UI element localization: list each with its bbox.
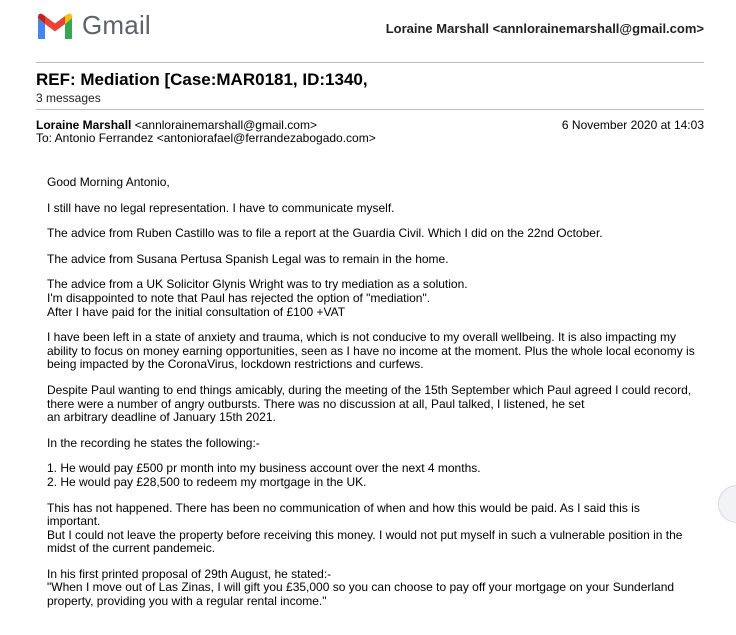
body-line: Good Morning Antonio, — [47, 175, 170, 189]
gmail-m-icon — [36, 11, 74, 41]
print-header — [36, 10, 704, 46]
message-body — [47, 176, 707, 621]
sender-email: <annlorainemarshall@gmail.com> — [134, 118, 317, 132]
body-line: 1. He would pay £500 pr month into my business account over the next 4 months. — [47, 461, 481, 476]
side-panel-button[interactable] — [718, 485, 736, 523]
body-line: This has not happened. There has been no communication of when and how this would be paid. As I said this is — [47, 500, 640, 515]
body-line: important. — [47, 514, 101, 529]
sender-name: Loraine Marshall — [36, 118, 132, 132]
body-paragraph — [47, 384, 707, 425]
message-count: 3 messages — [36, 91, 101, 105]
body-line: The advice from Susana Pertusa Spanish Legal was to remain in the home. — [47, 251, 449, 266]
body-paragraph — [47, 202, 707, 216]
body-line: In the recording he states the following:- — [47, 435, 260, 450]
body-line: The advice from a UK Solicitor Glynis Wright was to try mediation as a solution. — [47, 277, 468, 292]
body-paragraph — [47, 437, 707, 451]
body-paragraph — [47, 227, 707, 241]
body-paragraph — [47, 568, 707, 609]
body-paragraph — [47, 253, 707, 267]
body-paragraph — [47, 176, 707, 190]
message-date: 6 November 2020 at 14:03 — [561, 118, 704, 132]
body-paragraph — [47, 331, 707, 372]
body-line: In his first printed proposal of 29th August, he stated:- — [47, 566, 332, 581]
gmail-logo — [36, 10, 151, 41]
subject-divider — [36, 109, 704, 110]
body-line: 2. He would pay £28,500 to redeem my mortgage in the UK. — [47, 474, 367, 489]
body-line: there were a number of angry outbursts. There was no discussion at all, Paul talked, I listened, he set — [47, 396, 585, 411]
body-line: Despite Paul wanting to end things amicably, during the meeting of the 15th September which Paul agreed I could record, — [47, 382, 692, 397]
body-line: being impacted by the CoronaVirus, lockdown restrictions and curfews. — [47, 357, 424, 372]
body-paragraph — [47, 502, 707, 556]
thread-subject: REF: Mediation [Case:MAR0181, ID:1340, — [36, 70, 368, 89]
body-line: I still have no legal representation. I have to communicate myself. — [47, 200, 395, 215]
body-line: ability to focus on money earning opportunities, seen as I have no income at the moment. Plus the whole local economy is — [47, 343, 695, 358]
body-line: property, providing you with a regular rental income." — [47, 594, 327, 609]
body-line: After I have paid for the initial consultation of £100 +VAT — [47, 304, 346, 319]
body-line: But I could not leave the property before receiving this money. I would not put myself in such a vulnerable position in the — [47, 527, 683, 542]
sender-line — [36, 118, 704, 132]
body-line: "When I move out of Las Zinas, I will gift you £35,000 so you can choose to pay off your mortgage on your Sunderland — [47, 580, 675, 595]
body-line: an arbitrary deadline of January 15th 2021. — [47, 410, 276, 425]
gmail-wordmark: Gmail — [82, 10, 151, 40]
body-paragraph — [47, 278, 707, 319]
body-line: The advice from Ruben Castillo was to file a report at the Guardia Civil. Which I did on the 22nd October. — [47, 226, 603, 241]
account-label: Loraine Marshall <annlorainemarshall@gmail.com> — [385, 21, 704, 36]
body-paragraph — [47, 462, 707, 489]
body-line: midst of the current pandemeic. — [47, 541, 216, 556]
recipient-line: To: Antonio Ferrandez <antoniorafael@ferrandezabogado.com> — [36, 131, 376, 145]
body-line: I have been left in a state of anxiety and trauma, which is not conducive to my overall wellbeing. It is also impacting my — [47, 330, 676, 345]
body-line: I'm disappointed to note that Paul has rejected the option of "mediation". — [47, 290, 431, 305]
header-divider — [36, 62, 704, 63]
